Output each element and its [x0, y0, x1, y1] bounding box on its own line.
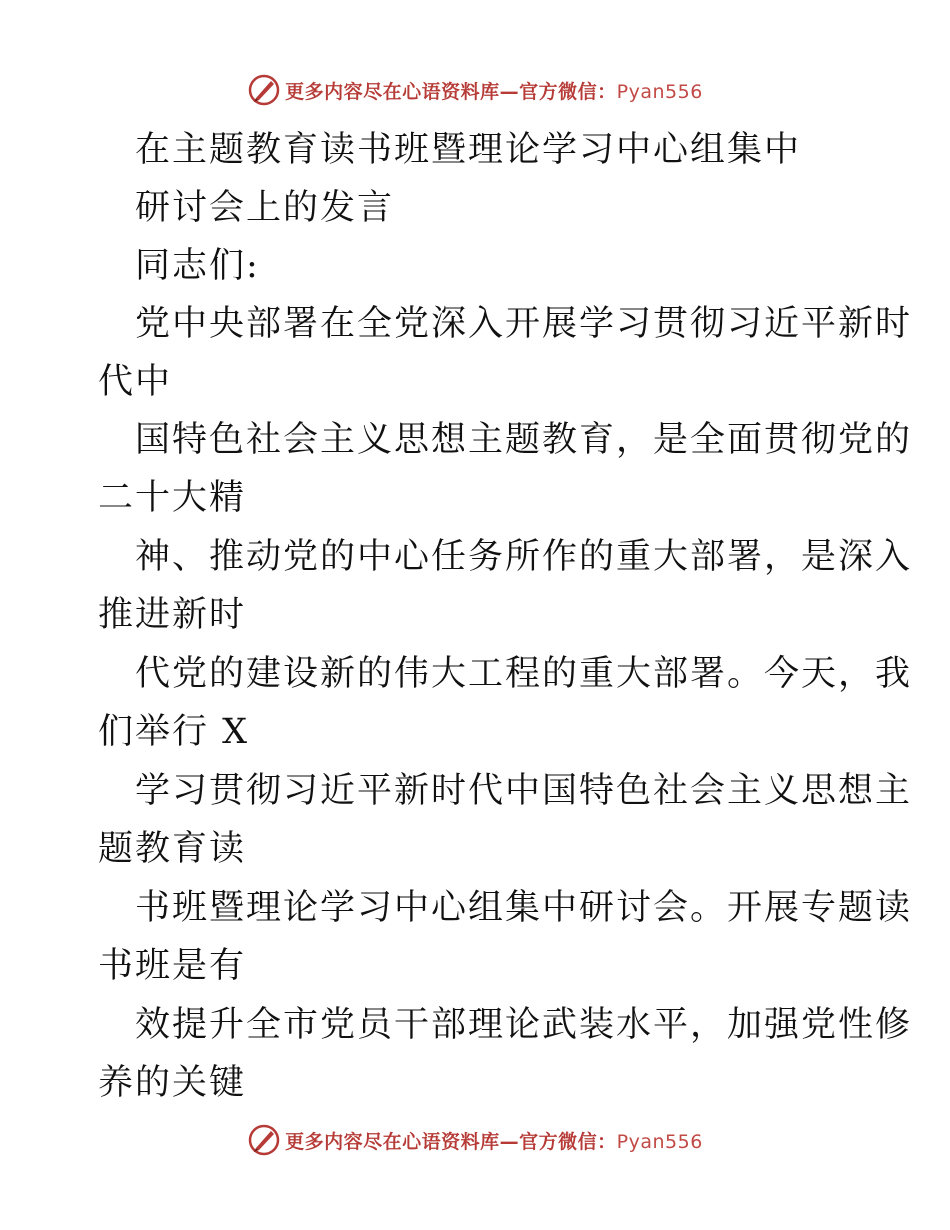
paragraph-line: 代党的建设新的伟大工程的重大部署。今天，我 — [135, 654, 913, 694]
watermark-text: 更多内容尽在心语资料库—官方微信：Pyan556 — [285, 80, 703, 103]
watermark-handle: Pyan556 — [616, 80, 703, 103]
paragraph-line: 神、推动党的中心任务所作的重大部署，是深入 — [135, 537, 913, 577]
paragraph-line: 们举行 X — [98, 712, 250, 752]
title-line-2: 研讨会上的发言 — [135, 188, 395, 228]
paragraph-line: 党中央部署在全党深入开展学习贯彻习近平新时 — [135, 304, 913, 344]
paragraph-line: 推进新时 — [98, 595, 247, 635]
watermark-text: 更多内容尽在心语资料库—官方微信：Pyan556 — [285, 1130, 703, 1153]
paragraph-line: 学习贯彻习近平新时代中国特色社会主义思想主 — [135, 771, 913, 811]
title-line-1: 在主题教育读书班暨理论学习中心组集中 — [135, 130, 802, 170]
quill-circle-logo-icon — [247, 1123, 281, 1157]
paragraph-line: 书班暨理论学习中心组集中研讨会。开展专题读 — [135, 888, 913, 928]
watermark-handle: Pyan556 — [616, 1130, 703, 1153]
header-watermark — [0, 70, 950, 110]
quill-circle-logo-icon — [247, 73, 281, 107]
paragraph-line: 效提升全市党员干部理论武装水平，加强党性修 — [135, 1005, 913, 1045]
salutation: 同志们: — [135, 246, 260, 286]
paragraph-line: 二十大精 — [98, 478, 247, 518]
paragraph-line: 书班是有 — [98, 946, 247, 986]
footer-watermark — [0, 1120, 950, 1160]
paragraph-line: 养的关键 — [98, 1063, 247, 1103]
paragraph-line: 国特色社会主义思想主题教育，是全面贯彻党的 — [135, 420, 913, 460]
paragraph-line: 题教育读 — [98, 829, 247, 869]
paragraph-line: 代中 — [98, 362, 173, 402]
